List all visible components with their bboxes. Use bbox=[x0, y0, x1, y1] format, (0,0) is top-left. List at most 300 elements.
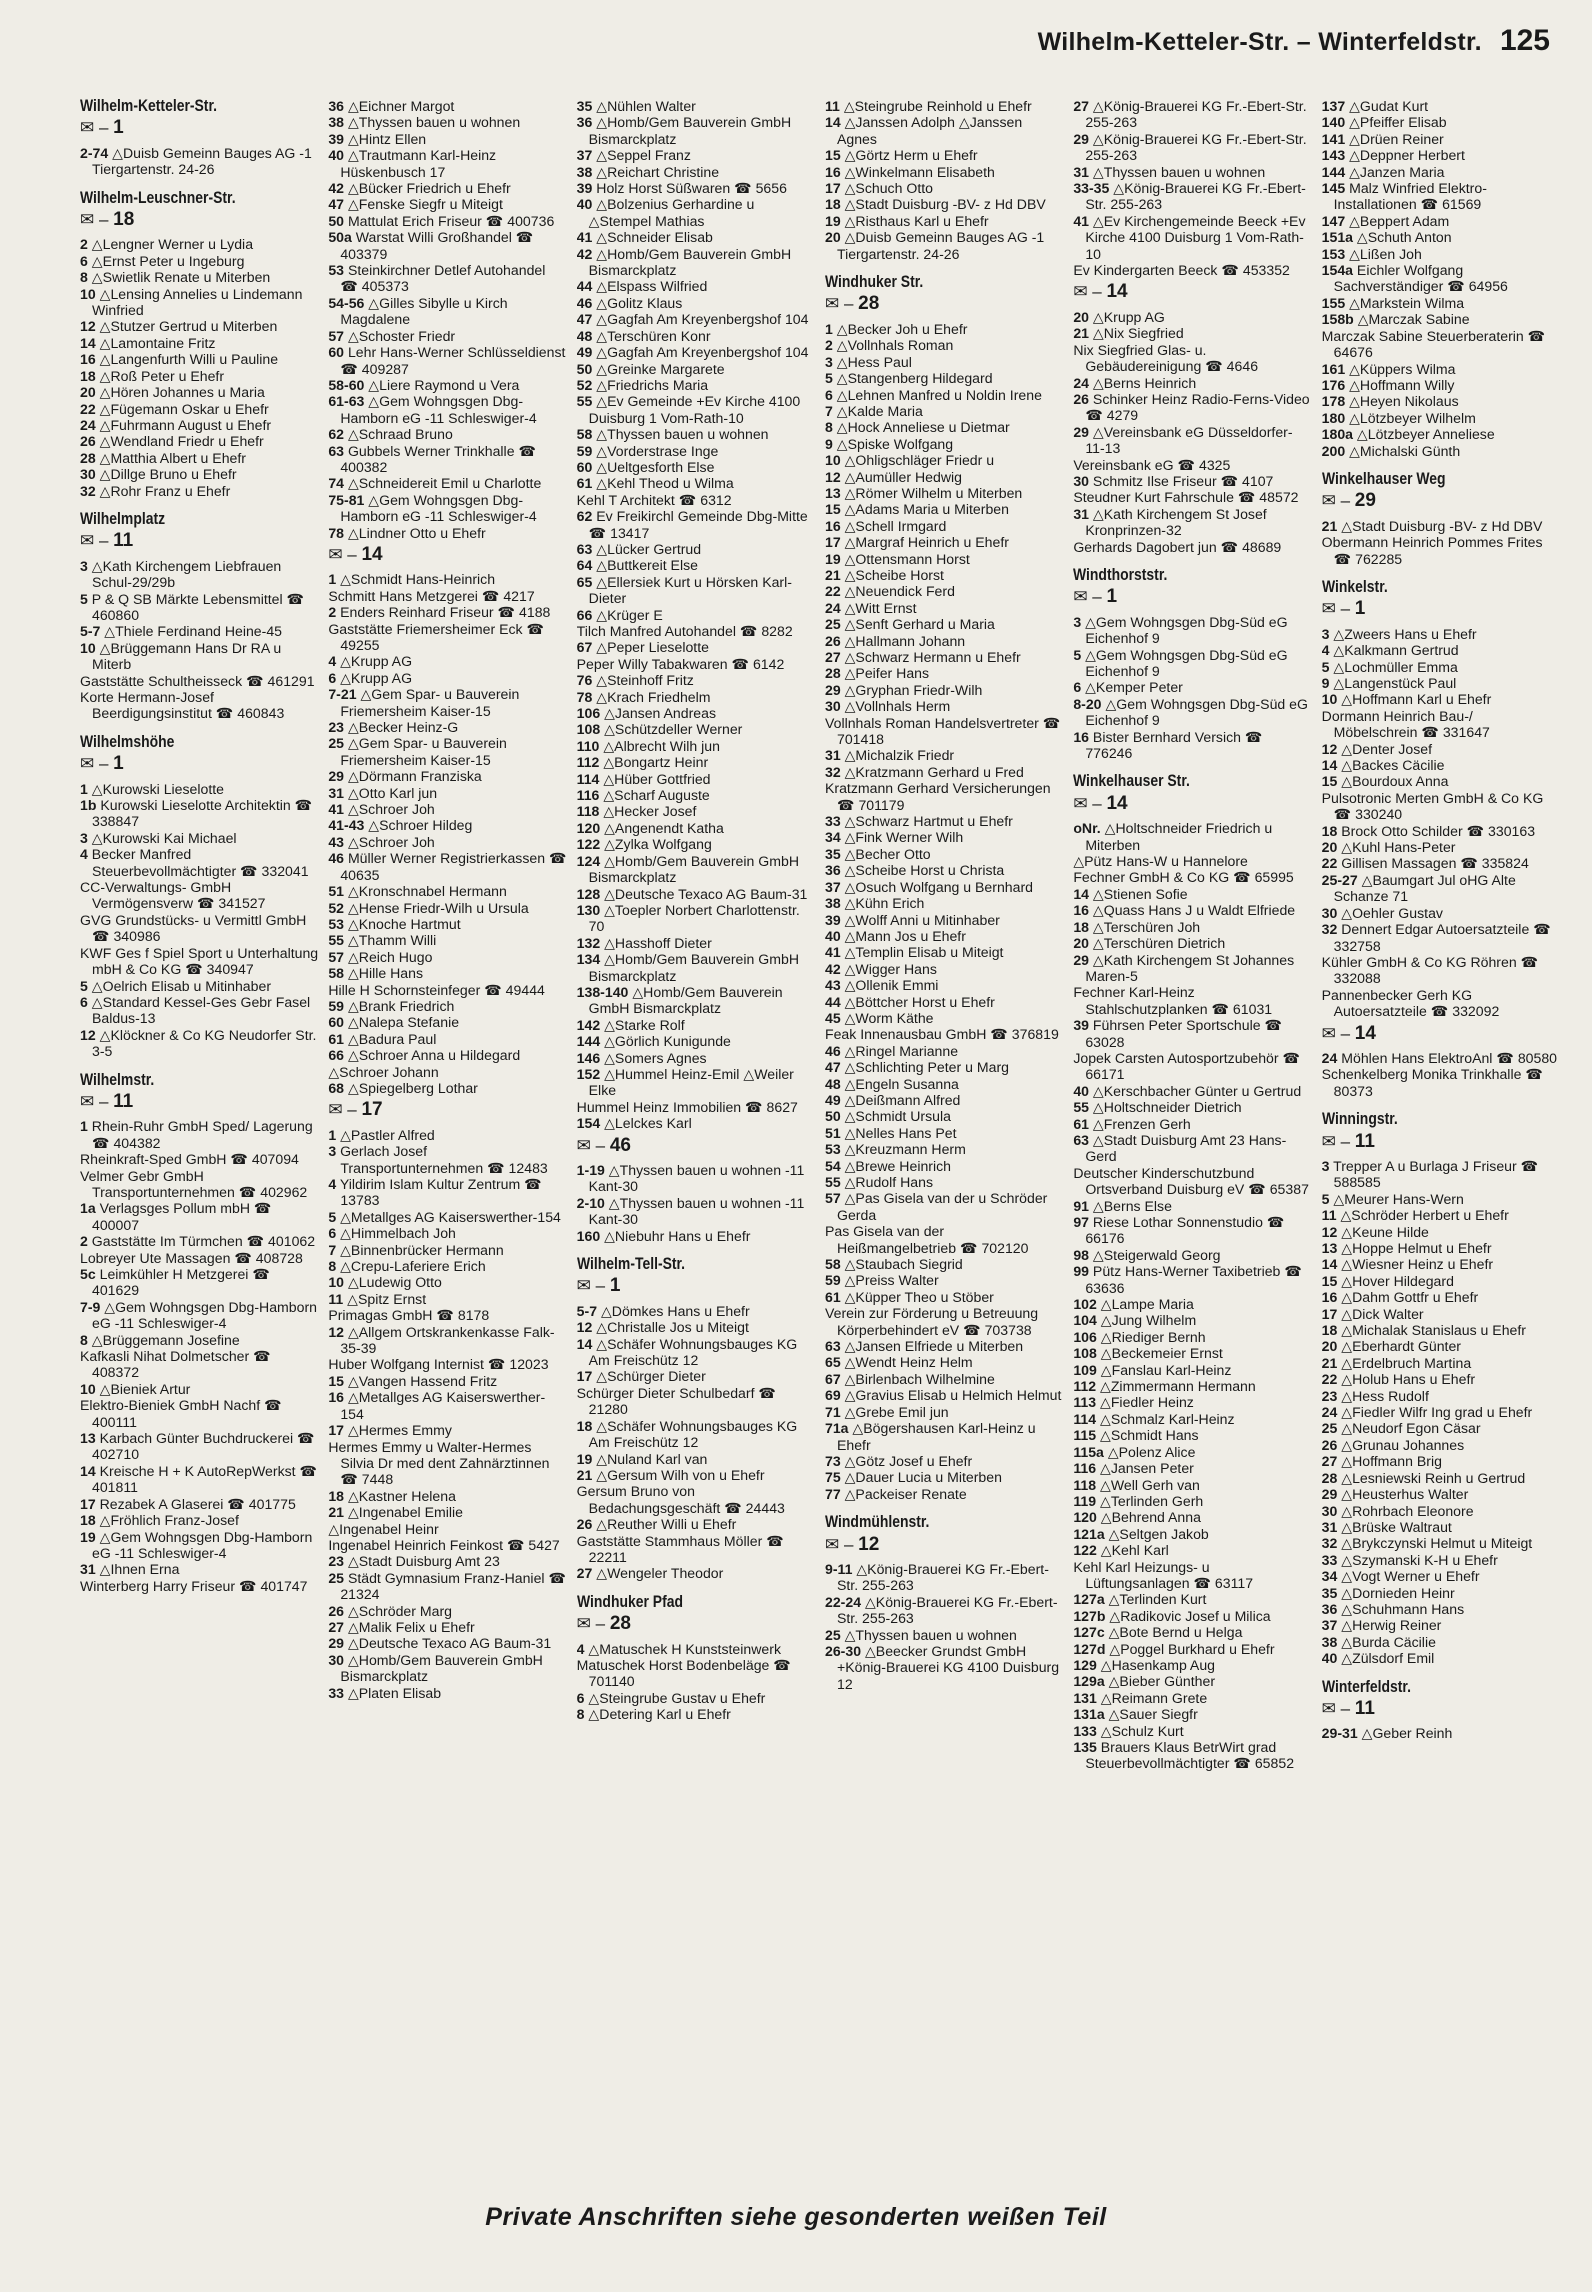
house-number: 20 bbox=[1321, 839, 1338, 856]
house-number: 130 bbox=[576, 901, 601, 918]
entry-text: △Stadt Duisburg -BV- z Hd DBV bbox=[844, 196, 1046, 213]
entry-text: △Matuschek H Kunststeinwerk bbox=[588, 1640, 781, 1657]
directory-entry bbox=[80, 401, 318, 417]
directory-entry bbox=[1073, 696, 1311, 729]
entry-text: △Kalkmann Gertrud bbox=[1333, 642, 1459, 659]
entry-text: △Görtz Herm u Ehefr bbox=[844, 147, 978, 164]
directory-entry bbox=[80, 623, 318, 639]
directory-entry bbox=[825, 764, 1063, 780]
house-number: 114 bbox=[576, 770, 600, 787]
directory-entry bbox=[328, 229, 566, 262]
house-number: 58 bbox=[576, 426, 593, 443]
house-number: 35 bbox=[1321, 1584, 1338, 1601]
entry-text: △Hermes Emmy bbox=[347, 1422, 452, 1439]
house-number: 108 bbox=[1073, 1345, 1097, 1362]
directory-entry bbox=[1322, 1322, 1560, 1338]
directory-entry bbox=[1322, 1050, 1560, 1066]
postal-district bbox=[80, 530, 318, 552]
house-number: 3 bbox=[1321, 1157, 1330, 1174]
directory-entry bbox=[825, 1223, 1063, 1256]
directory-entry bbox=[825, 1627, 1063, 1643]
house-number: 122 bbox=[576, 836, 601, 853]
house-number: 28 bbox=[80, 449, 96, 466]
house-number: 42 bbox=[824, 960, 841, 977]
envelope-icon: ✉ – bbox=[824, 294, 859, 314]
entry-text: KWF Ges f Spiel Sport u Unterhaltung mbH & Co KG ☎ 340947 bbox=[80, 944, 319, 978]
directory-entry bbox=[577, 1050, 815, 1066]
postal-district bbox=[1073, 586, 1311, 608]
directory-entry bbox=[1322, 1191, 1560, 1207]
entry-text: △Schwarz Hermann u Ehefr bbox=[844, 649, 1021, 665]
house-number: 2 bbox=[80, 236, 88, 253]
directory-entry bbox=[825, 1059, 1063, 1075]
house-number: 20 bbox=[824, 229, 841, 246]
directory-entry bbox=[577, 574, 815, 607]
entry-text: △Vogt Werner u Ehefr bbox=[1341, 1568, 1480, 1585]
house-number: 40 bbox=[1321, 1650, 1338, 1667]
entry-text: △Böttcher Horst u Ehefr bbox=[844, 993, 995, 1010]
postal-district bbox=[576, 1275, 815, 1297]
house-number: 14 bbox=[576, 1335, 593, 1352]
entry-text: △Ollenik Emmi bbox=[844, 977, 939, 994]
directory-entry bbox=[1322, 1503, 1560, 1519]
entry-text: Brauers Klaus BetrWirt grad Steuerbevollmächtigter ☎ 65852 bbox=[1085, 1739, 1295, 1772]
directory-entry bbox=[825, 895, 1063, 911]
directory-entry bbox=[328, 900, 566, 916]
entry-text: △Hasshoff Dieter bbox=[604, 934, 712, 951]
directory-entry bbox=[1073, 886, 1311, 902]
entry-text: △Erdelbruch Martina bbox=[1341, 1354, 1472, 1371]
directory-entry bbox=[80, 994, 318, 1027]
directory-entry bbox=[577, 295, 815, 311]
directory-entry bbox=[577, 689, 815, 705]
street-heading: Windthorststr. bbox=[1073, 564, 1168, 584]
directory-entry bbox=[577, 114, 815, 147]
directory-entry bbox=[825, 1404, 1063, 1420]
entry-text: Matuschek Horst Bodenbeläge ☎ 701140 bbox=[576, 1656, 791, 1690]
directory-entry bbox=[328, 785, 566, 801]
entry-text: △Templin Elisab u Miteigt bbox=[844, 944, 1004, 961]
directory-entry bbox=[1322, 1289, 1560, 1305]
house-number: 38 bbox=[1321, 1633, 1338, 1650]
directory-entry bbox=[1322, 426, 1560, 442]
entry-text: △Grunau Johannes bbox=[1341, 1436, 1465, 1453]
directory-entry bbox=[577, 721, 815, 737]
entry-text: △Jansen Andreas bbox=[604, 705, 717, 722]
entry-text: △Hess Rudolf bbox=[1341, 1387, 1429, 1404]
entry-text: △Schröder Herbert u Ehefr bbox=[1340, 1207, 1509, 1224]
directory-entry bbox=[577, 1565, 815, 1581]
house-number: 62 bbox=[328, 426, 345, 443]
house-number: 1 bbox=[80, 780, 88, 797]
house-number: 19 bbox=[576, 1450, 593, 1467]
entry-text: △Malik Felix u Ehefr bbox=[347, 1618, 475, 1635]
house-number: 31 bbox=[824, 747, 841, 764]
entry-text: △Pas Gisela van der u Schröder Gerda bbox=[836, 1190, 1048, 1223]
house-number: 1 bbox=[328, 571, 337, 588]
house-number: 34 bbox=[1321, 1568, 1338, 1585]
house-number: 33 bbox=[824, 813, 841, 830]
entry-text: △Ottensmann Horst bbox=[844, 550, 970, 567]
directory-entry bbox=[328, 883, 566, 899]
directory-entry bbox=[1322, 518, 1560, 534]
house-number: 66 bbox=[576, 606, 593, 623]
directory-entry bbox=[1322, 1634, 1560, 1650]
directory-entry bbox=[577, 672, 815, 688]
directory-entry bbox=[825, 1561, 1063, 1594]
entry-text: △Brewe Heinrich bbox=[844, 1157, 951, 1174]
house-number: 30 bbox=[824, 698, 841, 715]
house-number: 8 bbox=[576, 1706, 585, 1723]
district-number: 14 bbox=[1354, 1022, 1376, 1044]
entry-text: △Kühn Erich bbox=[844, 895, 925, 912]
directory-entry bbox=[328, 1274, 566, 1290]
entry-text: △Krupp AG bbox=[340, 653, 413, 670]
house-number: 13 bbox=[824, 484, 841, 501]
directory-entry bbox=[328, 1603, 566, 1619]
entry-text: △Ingenabel Emilie bbox=[347, 1504, 463, 1521]
entry-text: △Margraf Heinrich u Ehefr bbox=[844, 534, 1009, 551]
house-number: 61 bbox=[328, 1030, 345, 1047]
house-number: 33-35 bbox=[1073, 180, 1110, 197]
directory-entry bbox=[80, 318, 318, 334]
district-number: 11 bbox=[113, 530, 134, 552]
directory-entry bbox=[577, 738, 815, 754]
column-2 bbox=[328, 98, 566, 2158]
district-number: 14 bbox=[361, 543, 383, 565]
entry-text: △Kuhl Hans-Peter bbox=[1341, 839, 1456, 856]
house-number: 78 bbox=[576, 688, 593, 705]
directory-entry bbox=[825, 469, 1063, 485]
house-number: 16 bbox=[80, 351, 96, 368]
directory-entry bbox=[577, 361, 815, 377]
house-number: 55 bbox=[576, 393, 593, 410]
directory-entry bbox=[577, 426, 815, 442]
directory-entry bbox=[328, 525, 566, 541]
entry-text: △Schoster Friedr bbox=[347, 327, 456, 344]
directory-entry bbox=[825, 1469, 1063, 1485]
house-number: 58 bbox=[824, 1256, 841, 1273]
directory-entry bbox=[1322, 1486, 1560, 1502]
entry-text: △Lesniewski Reinh u Gertrud bbox=[1341, 1469, 1526, 1486]
house-number: 73 bbox=[824, 1452, 841, 1469]
house-number: 146 bbox=[576, 1049, 601, 1066]
entry-text: Gaststätte Stammhaus Möller ☎ 22211 bbox=[576, 1532, 784, 1565]
directory-entry bbox=[825, 944, 1063, 960]
directory-entry bbox=[80, 797, 318, 830]
entry-text: △Nelles Hans Pet bbox=[844, 1124, 957, 1141]
directory-entry bbox=[1073, 1296, 1311, 1312]
directory-entry bbox=[80, 1512, 318, 1528]
entry-text: △Hoffmann Karl u Ehefr bbox=[1341, 691, 1492, 708]
entry-text: △Schützdeller Werner bbox=[604, 721, 743, 738]
house-number: 113 bbox=[1073, 1394, 1097, 1411]
entry-text: △Golitz Klaus bbox=[596, 294, 683, 311]
entry-text: △Keune Hilde bbox=[1341, 1223, 1429, 1240]
entry-text: △Engeln Susanna bbox=[844, 1075, 959, 1092]
directory-entry bbox=[577, 1690, 815, 1706]
directory-entry bbox=[328, 1324, 566, 1357]
directory-entry bbox=[328, 1014, 566, 1030]
entry-text: △Gem Spar- u Bauverein Friemersheim Kaiser-15 bbox=[340, 686, 520, 719]
entry-text: △Kurowski Lieselotte bbox=[91, 780, 225, 797]
house-number: 42 bbox=[576, 245, 593, 262]
directory-entry bbox=[825, 928, 1063, 944]
entry-text: Peper Willy Tabakwaren ☎ 6142 bbox=[576, 655, 785, 672]
house-number: 23 bbox=[1321, 1387, 1338, 1404]
district-number: 29 bbox=[1354, 490, 1376, 512]
entry-text: △Michalzik Friedr bbox=[844, 747, 955, 764]
house-number: 65 bbox=[576, 573, 593, 590]
house-number: 3 bbox=[80, 557, 88, 574]
directory-entry bbox=[577, 1162, 815, 1195]
directory-entry bbox=[825, 501, 1063, 517]
house-number: 40 bbox=[824, 927, 841, 944]
directory-entry bbox=[328, 492, 566, 525]
house-number: 5-7 bbox=[80, 623, 101, 640]
directory-entry bbox=[1322, 229, 1560, 245]
directory-columns bbox=[80, 98, 1560, 2158]
footer-note: Private Anschriften siehe gesonderten weißen Teil bbox=[485, 2203, 1107, 2231]
house-number: 10 bbox=[1321, 691, 1338, 708]
column-3 bbox=[577, 98, 815, 2158]
envelope-icon: ✉ – bbox=[1321, 491, 1355, 511]
entry-text: △Trautmann Karl-Heinz Hüskenbusch 17 bbox=[340, 147, 497, 180]
district-number: 11 bbox=[1354, 1130, 1375, 1152]
house-number: 18 bbox=[576, 1417, 593, 1434]
entry-text: △Gem Wohngsgen Dbg-Süd eG Eichenhof 9 bbox=[1085, 613, 1288, 647]
directory-entry bbox=[1322, 839, 1560, 855]
directory-entry bbox=[1073, 180, 1311, 213]
entry-text: △Becher Otto bbox=[844, 845, 931, 862]
entry-text: △Fiedler Heinz bbox=[1099, 1394, 1194, 1411]
house-number: 59 bbox=[328, 997, 345, 1014]
house-number: 145 bbox=[1321, 180, 1346, 197]
directory-entry bbox=[577, 377, 815, 393]
entry-text: △Somers Agnes bbox=[604, 1049, 707, 1066]
entry-text: △Rohr Franz u Ehefr bbox=[99, 482, 231, 499]
street-range-title: Wilhelm-Ketteler-Str. – Winterfeldstr. bbox=[1037, 28, 1482, 56]
directory-entry bbox=[825, 846, 1063, 862]
house-number: 4 bbox=[328, 653, 337, 670]
house-number: 47 bbox=[576, 311, 593, 328]
entry-text: Rezabek A Glaserei ☎ 401775 bbox=[99, 1495, 296, 1512]
directory-entry bbox=[1322, 164, 1560, 180]
entry-text: △Wendt Heinz Helm bbox=[844, 1354, 973, 1371]
entry-text: △Gagfah Am Kreyenbergshof 104 bbox=[596, 344, 809, 361]
entry-text: Steinkirchner Detlef Autohandel ☎ 405373 bbox=[340, 262, 546, 295]
street-heading: Wilhelmstr. bbox=[80, 1069, 155, 1089]
entry-text: △Szymanski K-H u Ehefr bbox=[1341, 1551, 1498, 1568]
entry-text: △Schroer Joh bbox=[347, 833, 435, 850]
directory-entry bbox=[328, 98, 566, 114]
house-number: 127c bbox=[1073, 1624, 1105, 1641]
entry-text: △Kreuzmann Herm bbox=[844, 1141, 966, 1158]
house-number: 26 bbox=[80, 433, 96, 450]
house-number: 106 bbox=[576, 705, 601, 722]
house-number: 119 bbox=[1073, 1492, 1097, 1509]
house-number: 127a bbox=[1073, 1591, 1105, 1608]
house-number: 52 bbox=[576, 376, 593, 393]
entry-text: △Schmidt Hans-Heinrich bbox=[340, 571, 496, 588]
directory-entry bbox=[328, 916, 566, 932]
house-number: 52 bbox=[328, 899, 345, 916]
directory-entry bbox=[825, 1643, 1063, 1692]
entry-text: Kreische H + K AutoRepWerkst ☎ 401811 bbox=[92, 1462, 318, 1496]
entry-text: △Neuendick Ferd bbox=[844, 583, 955, 600]
entry-text: Eichler Wolfgang Sachverständiger ☎ 64956 bbox=[1333, 262, 1508, 295]
directory-entry bbox=[80, 591, 318, 624]
directory-entry bbox=[577, 180, 815, 196]
directory-entry bbox=[328, 295, 566, 328]
house-number: 91 bbox=[1073, 1197, 1089, 1214]
house-number: 38 bbox=[576, 163, 593, 180]
entry-text: △Lengner Werner u Lydia bbox=[91, 236, 254, 253]
house-number: 200 bbox=[1321, 442, 1346, 459]
house-number: 3 bbox=[80, 829, 88, 846]
directory-entry bbox=[328, 1176, 566, 1209]
directory-entry bbox=[825, 1043, 1063, 1059]
house-number: 20 bbox=[80, 384, 96, 401]
entry-text: △Dahm Gottfr u Ehefr bbox=[1341, 1289, 1479, 1306]
house-number: 68 bbox=[328, 1079, 345, 1096]
entry-text: △Deutsche Texaco AG Baum-31 bbox=[347, 1635, 552, 1652]
house-number: 5 bbox=[1073, 646, 1082, 663]
house-number: 64 bbox=[576, 557, 593, 574]
house-number: 132 bbox=[576, 934, 601, 951]
house-number: 48 bbox=[576, 327, 593, 344]
entry-text: △Hoppe Helmut u Ehefr bbox=[1341, 1240, 1492, 1256]
directory-entry bbox=[825, 147, 1063, 163]
entry-text: △Lelckes Karl bbox=[604, 1115, 692, 1132]
house-number: 57 bbox=[328, 327, 345, 344]
house-number: 42 bbox=[328, 180, 345, 197]
directory-entry bbox=[1073, 729, 1311, 762]
house-number: 49 bbox=[576, 344, 593, 361]
house-number: 20 bbox=[1321, 1338, 1338, 1355]
entry-text: Gerlach Josef Transportunternehmen ☎ 12483 bbox=[340, 1143, 548, 1176]
entry-text: △Zülsdorf Emil bbox=[1341, 1650, 1435, 1667]
page-number: 125 bbox=[1499, 24, 1550, 57]
directory-entry bbox=[1073, 98, 1311, 131]
entry-text: △Hoffmann Willy bbox=[1349, 376, 1455, 393]
house-number: 14 bbox=[1321, 1256, 1338, 1273]
entry-text: Yildirim Islam Kultur Zentrum ☎ 13783 bbox=[339, 1176, 542, 1209]
postal-district bbox=[80, 1090, 318, 1112]
directory-entry bbox=[80, 483, 318, 499]
entry-text: △Deißmann Alfred bbox=[844, 1091, 961, 1108]
directory-entry bbox=[328, 377, 566, 393]
directory-entry bbox=[825, 829, 1063, 845]
directory-entry bbox=[328, 1031, 566, 1047]
directory-entry bbox=[577, 311, 815, 327]
entry-text: △Kalde Maria bbox=[836, 402, 923, 419]
entry-text: △Schwarz Hartmut u Ehefr bbox=[844, 813, 1013, 830]
directory-entry bbox=[1322, 954, 1560, 987]
entry-text: △Brüggemann Josefine bbox=[91, 1331, 240, 1348]
entry-text: △Terlinden Gerh bbox=[1099, 1492, 1204, 1509]
directory-entry bbox=[1322, 675, 1560, 691]
house-number: 2 bbox=[328, 604, 337, 621]
directory-entry bbox=[577, 754, 815, 770]
entry-text: △Hover Hildegard bbox=[1341, 1272, 1454, 1289]
directory-entry bbox=[1322, 659, 1560, 675]
entry-text: Elektro-Bieniek GmbH Nachf ☎ 400111 bbox=[80, 1397, 282, 1430]
house-number: 37 bbox=[1321, 1617, 1338, 1634]
entry-text: Pütz Hans-Werner Taxibetrieb ☎ 63636 bbox=[1085, 1263, 1302, 1296]
directory-entry bbox=[80, 1463, 318, 1496]
entry-text: △Homb/Gem Bauverein GmbH Bismarckplatz bbox=[340, 1651, 543, 1685]
house-number: 59 bbox=[576, 442, 593, 459]
house-number: 21 bbox=[824, 566, 841, 583]
entry-text: △Seppel Franz bbox=[596, 147, 691, 164]
entry-text: △Langenfurth Willi u Pauline bbox=[99, 351, 279, 368]
house-number: 10 bbox=[80, 285, 96, 302]
entry-text: △Thamm Willi bbox=[347, 932, 437, 949]
entry-text: GVG Grundstücks- u Vermittl GmbH ☎ 340986 bbox=[80, 911, 307, 945]
entry-text: Kurowski Lieselotte Architektin ☎ 338847 bbox=[92, 797, 313, 830]
envelope-icon: ✉ – bbox=[576, 1276, 610, 1296]
house-number: 2-10 bbox=[576, 1194, 605, 1211]
entry-text: △Schmalz Karl-Heinz bbox=[1099, 1410, 1235, 1427]
directory-entry bbox=[328, 1521, 566, 1537]
entry-text: △Thyssen bauen u wohnen bbox=[347, 114, 521, 131]
directory-entry bbox=[328, 1635, 566, 1651]
entry-text: △Burda Cäcilie bbox=[1341, 1633, 1436, 1650]
entry-text: △Schulz Kurt bbox=[1100, 1722, 1184, 1739]
directory-entry bbox=[328, 965, 566, 981]
directory-entry bbox=[1073, 1099, 1311, 1115]
entry-text: △Steigerwald Georg bbox=[1092, 1246, 1221, 1263]
directory-entry bbox=[1322, 1224, 1560, 1240]
directory-entry bbox=[328, 1373, 566, 1389]
entry-text: △Stutzer Gertrud u Miterben bbox=[99, 318, 278, 335]
directory-entry bbox=[577, 1033, 815, 1049]
house-number: 76 bbox=[576, 672, 593, 689]
directory-entry bbox=[80, 846, 318, 879]
directory-entry bbox=[825, 1371, 1063, 1387]
directory-entry bbox=[1322, 626, 1560, 642]
district-number: 1 bbox=[113, 753, 124, 775]
house-number: 47 bbox=[328, 196, 345, 213]
house-number: 67 bbox=[824, 1370, 841, 1387]
column-4 bbox=[825, 98, 1063, 2158]
entry-text: △Janzen Maria bbox=[1349, 163, 1445, 180]
street-heading: Windmühlenstr. bbox=[824, 1512, 930, 1532]
directory-entry bbox=[577, 1385, 815, 1418]
directory-entry bbox=[328, 1488, 566, 1504]
entry-text: △Fiedler Wilfr Ing grad u Ehefr bbox=[1341, 1404, 1533, 1421]
house-number: 5 bbox=[328, 1208, 337, 1225]
house-number: 53 bbox=[824, 1141, 841, 1158]
entry-text: △Thyssen bauen u wohnen -11 Kant-30 bbox=[588, 1162, 805, 1195]
district-number: 12 bbox=[858, 1533, 880, 1555]
envelope-icon: ✉ – bbox=[1321, 1698, 1355, 1718]
entry-text: Korte Hermann-Josef Beerdigungsinstitut ☎ 460843 bbox=[80, 689, 285, 722]
entry-text: Hermes Emmy u Walter-Hermes Silvia Dr med dent Zahnärztinnen ☎ 7448 bbox=[328, 1438, 550, 1488]
street-heading: Wilhelmplatz bbox=[80, 508, 166, 528]
directory-entry bbox=[825, 665, 1063, 681]
directory-entry bbox=[1322, 213, 1560, 229]
entry-text: △Scheibe Horst u Christa bbox=[844, 862, 1005, 879]
entry-text: △Ludewig Otto bbox=[347, 1274, 442, 1291]
directory-entry bbox=[1322, 147, 1560, 163]
street-heading: Wilhelmshöhe bbox=[80, 731, 175, 751]
directory-entry bbox=[80, 689, 318, 722]
directory-entry bbox=[825, 1174, 1063, 1190]
house-number: 142 bbox=[576, 1016, 601, 1033]
entry-text: △Knoche Hartmut bbox=[347, 915, 461, 932]
